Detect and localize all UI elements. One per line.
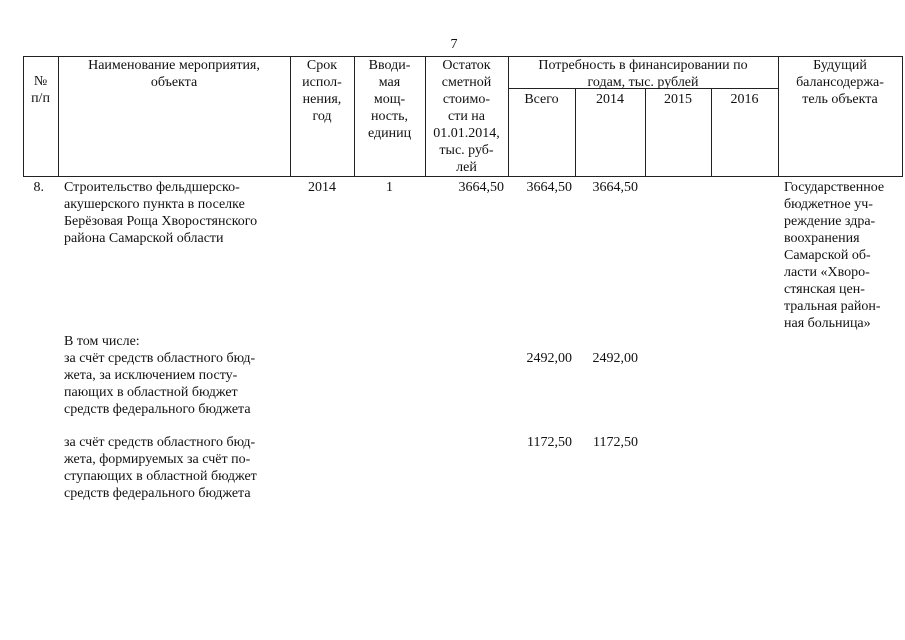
header-2014: 2014 — [596, 92, 624, 107]
row-capacity: 1 — [386, 180, 393, 195]
header-name: Наименование мероприятия, объекта — [88, 58, 260, 90]
page-number: 7 — [450, 37, 458, 52]
header-term: Срок испол- нения, год — [302, 58, 342, 124]
row-remainder: 3664,50 — [458, 180, 504, 195]
subrow-1-2014: 2492,00 — [592, 351, 638, 366]
row-2014: 3664,50 — [592, 180, 638, 195]
header-num: № п/п — [31, 74, 50, 106]
row-number: 8. — [33, 180, 44, 195]
header-remainder: Остаток сметной стоимо- сти на 01.01.2014, тыс. руб- лей — [433, 58, 500, 175]
subrow-2-text: за счёт средств областного бюд- жета, формируемых за счёт по- ступающих в областной бюджет средств федерального бюджета — [64, 435, 257, 501]
subrow-1-total: 2492,00 — [526, 351, 572, 366]
including-label: В том числе: — [64, 334, 140, 349]
row-holder: Государственное бюджетное уч- реждение здра- воохранения Самарской об- ласти «Хворо- стянская цен- тральная район- ная больница» — [784, 180, 885, 331]
row-term: 2014 — [308, 180, 336, 195]
header-2015: 2015 — [664, 92, 692, 107]
header-total: Всего — [524, 92, 559, 107]
subrow-2-total: 1172,50 — [527, 435, 572, 450]
header-holder: Будущий балансодержа- тель объекта — [796, 58, 884, 107]
subrow-2-2014: 1172,50 — [593, 435, 638, 450]
header-capacity: Вводи- мая мощ- ность, единиц — [367, 58, 412, 141]
row-name: Строительство фельдшерско- акушерского пункта в поселке Берёзовая Роща Хворостянского района Самарской области — [64, 180, 258, 246]
row-total: 3664,50 — [526, 180, 572, 195]
header-2016: 2016 — [730, 92, 759, 107]
header-funding-group: Потребность в финансировании по годам, тыс. рублей — [538, 58, 748, 90]
subrow-1-text: за счёт средств областного бюд- жета, за исключением посту- пающих в областной бюджет средств федерального бюджета — [64, 351, 256, 417]
